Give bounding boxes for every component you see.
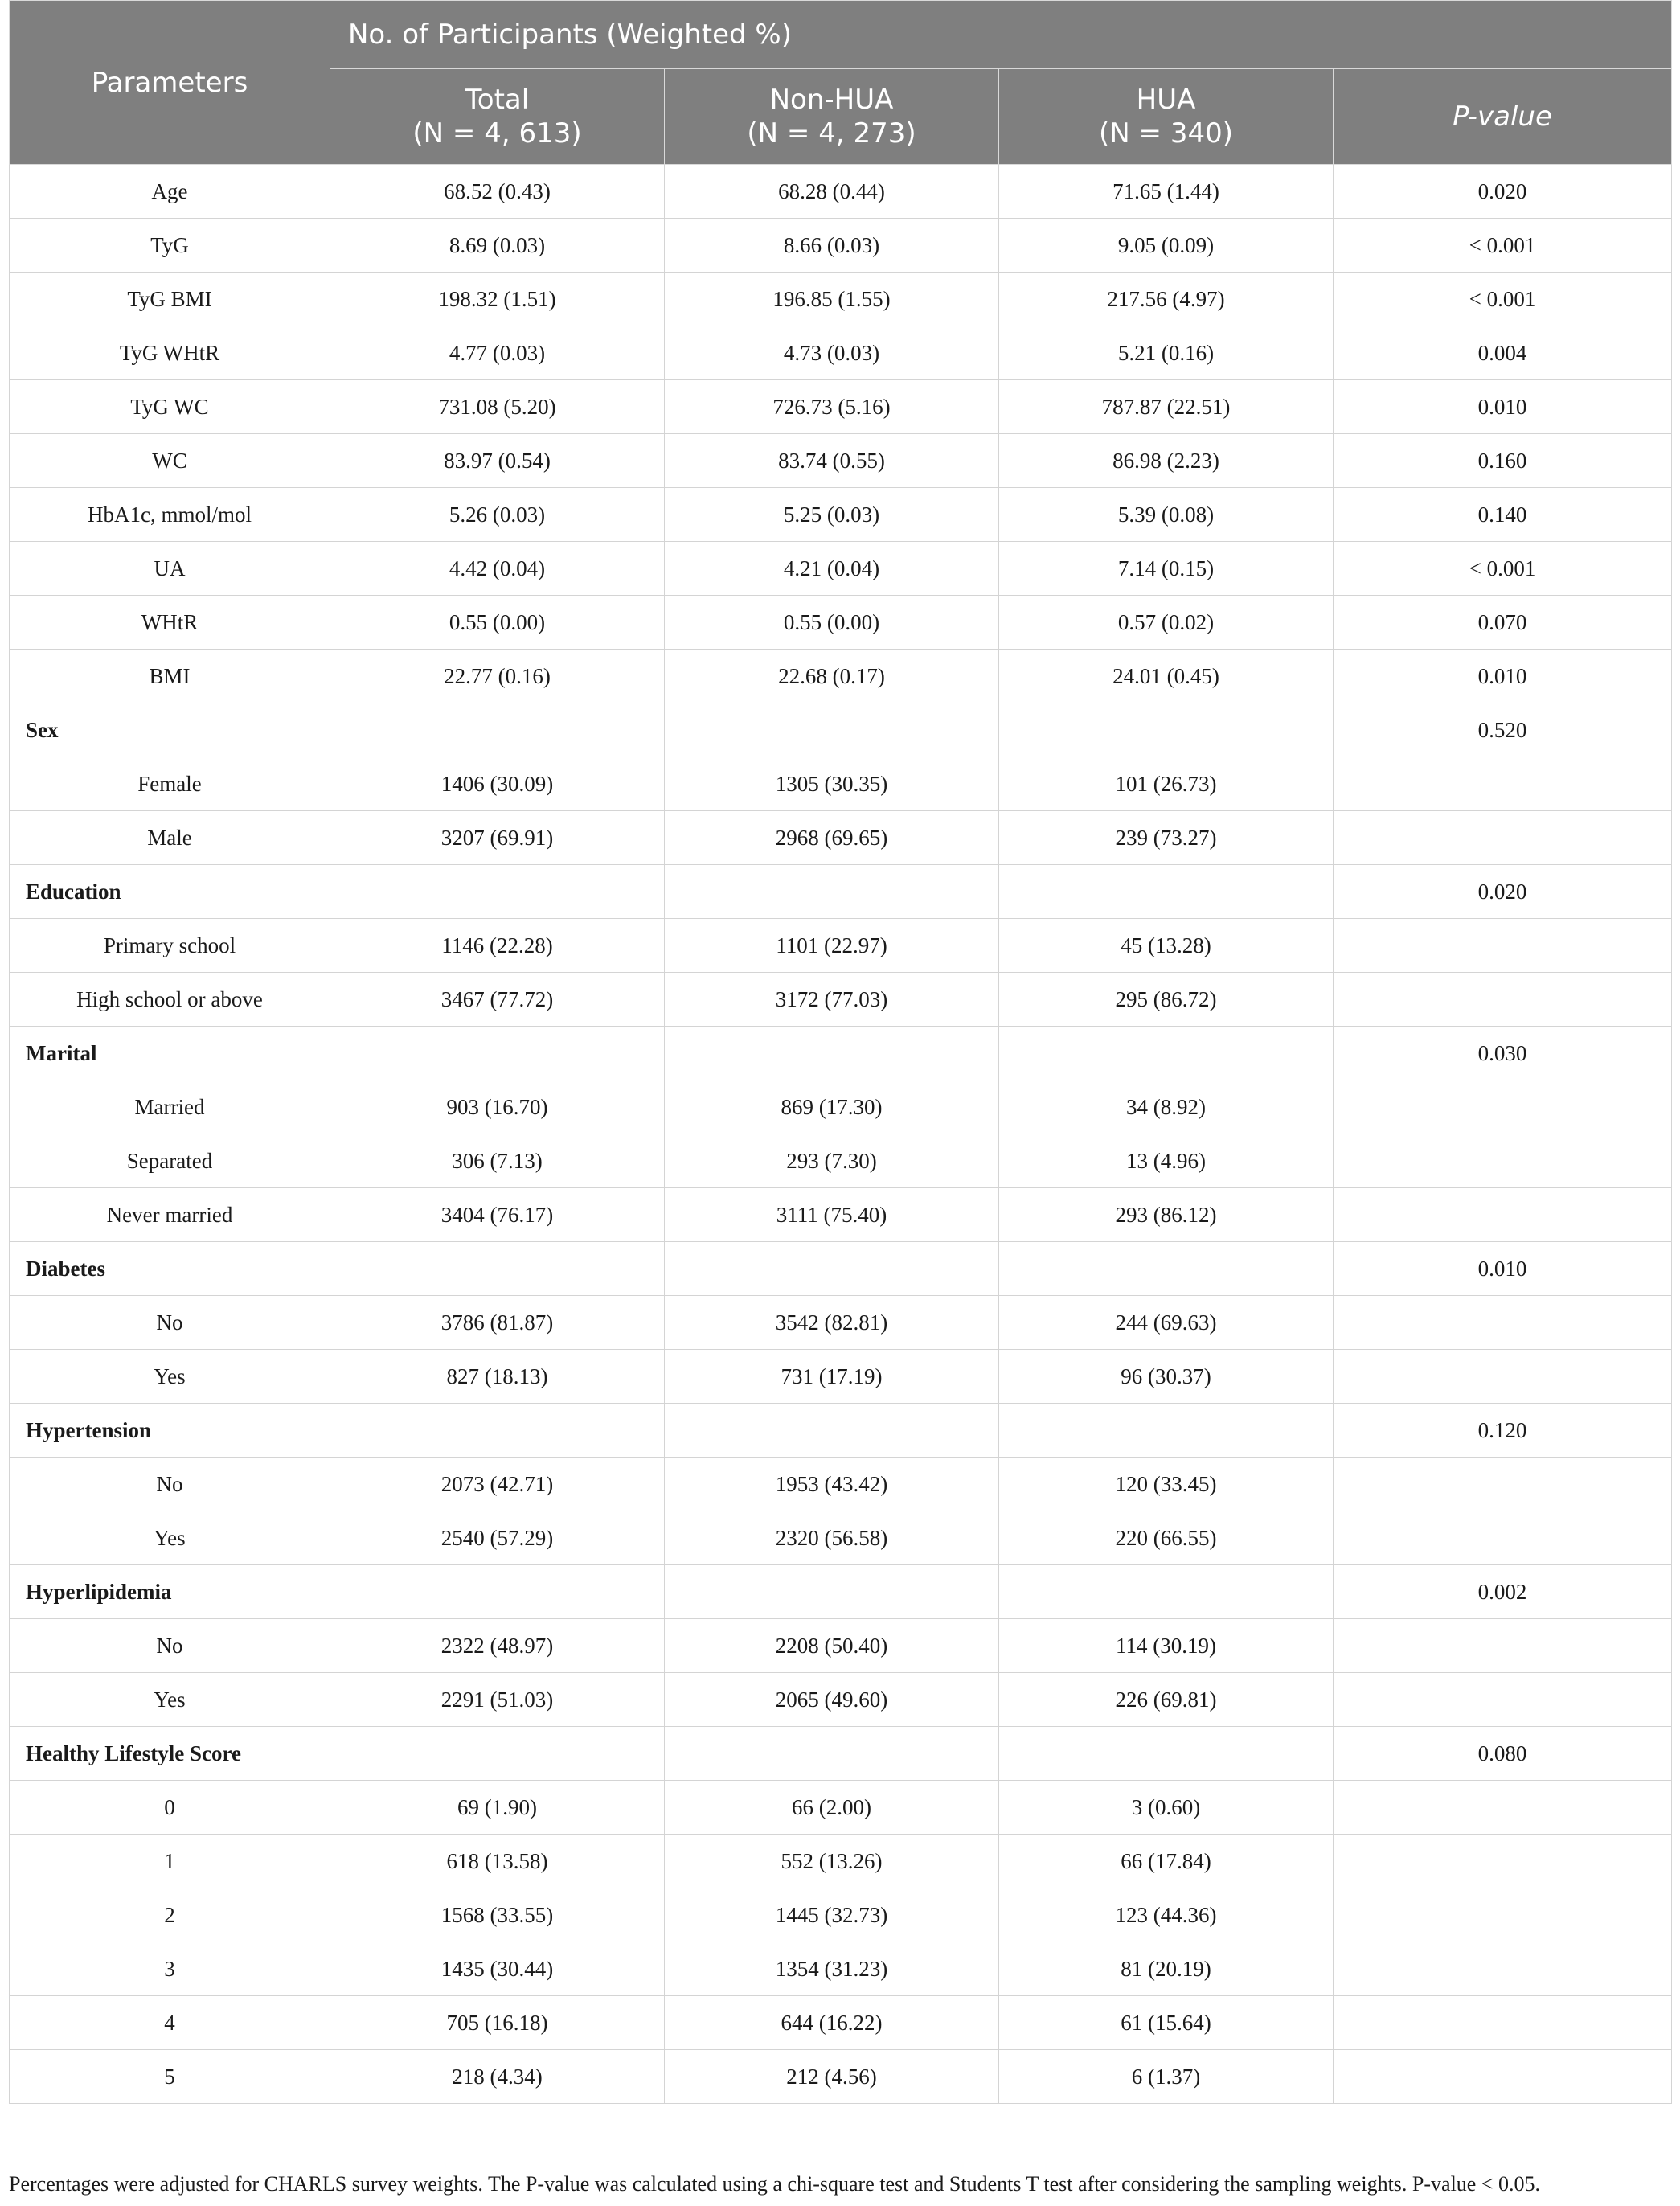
- cell-non-hua: [665, 703, 999, 757]
- table-row: [10, 1188, 1672, 1242]
- cell-total: 3404 (76.17): [330, 1188, 665, 1242]
- table-row: [10, 919, 1672, 973]
- cell-non-hua: 66 (2.00): [665, 1781, 999, 1835]
- cell-total: 2291 (51.03): [330, 1673, 665, 1727]
- cell-total: 68.52 (0.43): [330, 165, 665, 219]
- header-hua-name: HUA: [1136, 84, 1196, 116]
- row-label: BMI: [10, 650, 330, 703]
- cell-total: 2540 (57.29): [330, 1511, 665, 1565]
- table-row: [10, 1888, 1672, 1942]
- header-hua: [999, 69, 1334, 165]
- cell-non-hua: 1445 (32.73): [665, 1888, 999, 1942]
- header-p-value: P-value: [1334, 69, 1672, 165]
- cell-non-hua: 196.85 (1.55): [665, 273, 999, 326]
- cell-total: 903 (16.70): [330, 1080, 665, 1134]
- table-row: [10, 1134, 1672, 1188]
- cell-non-hua: 2320 (56.58): [665, 1511, 999, 1565]
- cell-total: 306 (7.13): [330, 1134, 665, 1188]
- table-row: [10, 488, 1672, 542]
- cell-total: [330, 1242, 665, 1296]
- header-non-hua: [665, 69, 999, 165]
- cell-hua: 96 (30.37): [999, 1350, 1334, 1404]
- cell-non-hua: 293 (7.30): [665, 1134, 999, 1188]
- cell-non-hua: 3542 (82.81): [665, 1296, 999, 1350]
- table-row: [10, 380, 1672, 434]
- cell-p-value: 0.030: [1334, 1027, 1672, 1080]
- header-total-name: Total: [465, 84, 530, 116]
- cell-p-value: [1334, 1996, 1672, 2050]
- cell-hua: [999, 1727, 1334, 1781]
- section-row: [10, 865, 1672, 919]
- cell-total: 2073 (42.71): [330, 1458, 665, 1511]
- row-label: UA: [10, 542, 330, 596]
- participants-table: [9, 0, 1672, 2104]
- table-row: [10, 273, 1672, 326]
- cell-hua: [999, 1404, 1334, 1458]
- cell-p-value: 0.010: [1334, 380, 1672, 434]
- cell-total: 198.32 (1.51): [330, 273, 665, 326]
- cell-hua: 61 (15.64): [999, 1996, 1334, 2050]
- cell-total: 705 (16.18): [330, 1996, 665, 2050]
- table-row: [10, 596, 1672, 650]
- cell-p-value: [1334, 2050, 1672, 2104]
- cell-p-value: [1334, 1673, 1672, 1727]
- section-row: [10, 1027, 1672, 1080]
- cell-p-value: [1334, 973, 1672, 1027]
- row-label: Separated: [10, 1134, 330, 1188]
- cell-total: 2322 (48.97): [330, 1619, 665, 1673]
- cell-hua: 45 (13.28): [999, 919, 1334, 973]
- table-row: [10, 1942, 1672, 1996]
- cell-non-hua: 3111 (75.40): [665, 1188, 999, 1242]
- cell-non-hua: 1953 (43.42): [665, 1458, 999, 1511]
- cell-hua: 295 (86.72): [999, 973, 1334, 1027]
- cell-non-hua: 2968 (69.65): [665, 811, 999, 865]
- table-row: [10, 1996, 1672, 2050]
- cell-p-value: 0.140: [1334, 488, 1672, 542]
- cell-non-hua: 4.21 (0.04): [665, 542, 999, 596]
- cell-p-value: [1334, 1080, 1672, 1134]
- cell-total: 22.77 (0.16): [330, 650, 665, 703]
- cell-p-value: 0.080: [1334, 1727, 1672, 1781]
- cell-non-hua: [665, 865, 999, 919]
- data-table-container: [9, 0, 1671, 2104]
- cell-p-value: < 0.001: [1334, 273, 1672, 326]
- cell-p-value: [1334, 1350, 1672, 1404]
- cell-hua: [999, 1242, 1334, 1296]
- row-label: Yes: [10, 1673, 330, 1727]
- cell-total: 3467 (77.72): [330, 973, 665, 1027]
- header-hua-n: (N = 340): [1099, 117, 1233, 150]
- cell-hua: 114 (30.19): [999, 1619, 1334, 1673]
- cell-hua: 239 (73.27): [999, 811, 1334, 865]
- cell-non-hua: 5.25 (0.03): [665, 488, 999, 542]
- table-row: [10, 165, 1672, 219]
- cell-p-value: 0.002: [1334, 1565, 1672, 1619]
- cell-p-value: [1334, 757, 1672, 811]
- header-group-title: No. of Participants (Weighted %): [330, 1, 1672, 69]
- row-label: 2: [10, 1888, 330, 1942]
- table-row: [10, 2050, 1672, 2104]
- cell-total: [330, 703, 665, 757]
- cell-hua: 787.87 (22.51): [999, 380, 1334, 434]
- cell-hua: 120 (33.45): [999, 1458, 1334, 1511]
- cell-non-hua: 1354 (31.23): [665, 1942, 999, 1996]
- cell-hua: 101 (26.73): [999, 757, 1334, 811]
- row-label: Yes: [10, 1350, 330, 1404]
- cell-p-value: 0.070: [1334, 596, 1672, 650]
- row-label: WHtR: [10, 596, 330, 650]
- row-label: Hyperlipidemia: [10, 1565, 330, 1619]
- cell-total: 827 (18.13): [330, 1350, 665, 1404]
- cell-p-value: < 0.001: [1334, 219, 1672, 273]
- cell-p-value: [1334, 1188, 1672, 1242]
- cell-non-hua: [665, 1565, 999, 1619]
- table-footnote: Percentages were adjusted for CHARLS survey weights. The P-value was calculated using a chi-square test and Students T test after considering the sampling weights. P-value < 0.05.: [9, 2172, 1540, 2196]
- cell-non-hua: 1305 (30.35): [665, 757, 999, 811]
- cell-non-hua: [665, 1404, 999, 1458]
- cell-non-hua: 8.66 (0.03): [665, 219, 999, 273]
- cell-non-hua: 1101 (22.97): [665, 919, 999, 973]
- cell-non-hua: 0.55 (0.00): [665, 596, 999, 650]
- cell-p-value: [1334, 1134, 1672, 1188]
- row-label: Never married: [10, 1188, 330, 1242]
- row-label: TyG WC: [10, 380, 330, 434]
- row-label: No: [10, 1619, 330, 1673]
- table-row: [10, 811, 1672, 865]
- row-label: TyG WHtR: [10, 326, 330, 380]
- cell-non-hua: 644 (16.22): [665, 1996, 999, 2050]
- cell-non-hua: 212 (4.56): [665, 2050, 999, 2104]
- row-label: TyG BMI: [10, 273, 330, 326]
- cell-hua: 7.14 (0.15): [999, 542, 1334, 596]
- row-label: 1: [10, 1835, 330, 1888]
- row-label: Marital: [10, 1027, 330, 1080]
- table-row: [10, 219, 1672, 273]
- cell-p-value: [1334, 1458, 1672, 1511]
- row-label: Married: [10, 1080, 330, 1134]
- cell-non-hua: 726.73 (5.16): [665, 380, 999, 434]
- row-label: Hypertension: [10, 1404, 330, 1458]
- cell-total: 1406 (30.09): [330, 757, 665, 811]
- cell-p-value: 0.120: [1334, 1404, 1672, 1458]
- section-row: [10, 1404, 1672, 1458]
- cell-p-value: [1334, 1781, 1672, 1835]
- cell-hua: 0.57 (0.02): [999, 596, 1334, 650]
- table-row: [10, 1296, 1672, 1350]
- cell-hua: [999, 703, 1334, 757]
- cell-hua: 13 (4.96): [999, 1134, 1334, 1188]
- cell-total: [330, 1027, 665, 1080]
- table-row: [10, 542, 1672, 596]
- cell-p-value: [1334, 1296, 1672, 1350]
- header-total: [330, 69, 665, 165]
- cell-hua: [999, 1027, 1334, 1080]
- cell-total: 4.42 (0.04): [330, 542, 665, 596]
- table-row: [10, 1080, 1672, 1134]
- cell-total: [330, 865, 665, 919]
- cell-hua: 5.21 (0.16): [999, 326, 1334, 380]
- cell-p-value: [1334, 1511, 1672, 1565]
- row-label: No: [10, 1458, 330, 1511]
- table-row: [10, 1835, 1672, 1888]
- row-label: Male: [10, 811, 330, 865]
- row-label: Healthy Lifestyle Score: [10, 1727, 330, 1781]
- cell-non-hua: 68.28 (0.44): [665, 165, 999, 219]
- cell-hua: 9.05 (0.09): [999, 219, 1334, 273]
- section-row: [10, 1242, 1672, 1296]
- cell-hua: 24.01 (0.45): [999, 650, 1334, 703]
- section-row: [10, 703, 1672, 757]
- cell-total: [330, 1565, 665, 1619]
- table-body: [10, 165, 1672, 2104]
- table-row: [10, 434, 1672, 488]
- row-label: Female: [10, 757, 330, 811]
- cell-non-hua: [665, 1242, 999, 1296]
- row-label: 4: [10, 1996, 330, 2050]
- cell-total: 3207 (69.91): [330, 811, 665, 865]
- table-row: [10, 973, 1672, 1027]
- cell-non-hua: 22.68 (0.17): [665, 650, 999, 703]
- section-row: [10, 1565, 1672, 1619]
- cell-p-value: 0.160: [1334, 434, 1672, 488]
- cell-total: [330, 1404, 665, 1458]
- cell-hua: 123 (44.36): [999, 1888, 1334, 1942]
- cell-total: 731.08 (5.20): [330, 380, 665, 434]
- cell-total: 69 (1.90): [330, 1781, 665, 1835]
- cell-hua: 6 (1.37): [999, 2050, 1334, 2104]
- cell-total: 1568 (33.55): [330, 1888, 665, 1942]
- cell-p-value: 0.020: [1334, 165, 1672, 219]
- cell-total: 618 (13.58): [330, 1835, 665, 1888]
- row-label: 0: [10, 1781, 330, 1835]
- table-row: [10, 1673, 1672, 1727]
- cell-p-value: 0.010: [1334, 1242, 1672, 1296]
- cell-total: [330, 1727, 665, 1781]
- cell-non-hua: 4.73 (0.03): [665, 326, 999, 380]
- cell-p-value: [1334, 1619, 1672, 1673]
- cell-non-hua: 2065 (49.60): [665, 1673, 999, 1727]
- cell-total: 5.26 (0.03): [330, 488, 665, 542]
- section-row: [10, 1727, 1672, 1781]
- table-row: [10, 1619, 1672, 1673]
- cell-hua: 3 (0.60): [999, 1781, 1334, 1835]
- header-non-hua-n: (N = 4, 273): [747, 117, 916, 150]
- cell-p-value: [1334, 1888, 1672, 1942]
- cell-total: 1146 (22.28): [330, 919, 665, 973]
- row-label: No: [10, 1296, 330, 1350]
- row-label: Yes: [10, 1511, 330, 1565]
- cell-non-hua: [665, 1727, 999, 1781]
- row-label: Age: [10, 165, 330, 219]
- cell-p-value: 0.520: [1334, 703, 1672, 757]
- cell-total: 3786 (81.87): [330, 1296, 665, 1350]
- cell-total: 0.55 (0.00): [330, 596, 665, 650]
- row-label: Sex: [10, 703, 330, 757]
- cell-p-value: 0.020: [1334, 865, 1672, 919]
- cell-non-hua: 83.74 (0.55): [665, 434, 999, 488]
- cell-hua: 66 (17.84): [999, 1835, 1334, 1888]
- row-label: 5: [10, 2050, 330, 2104]
- row-label: Education: [10, 865, 330, 919]
- table-row: [10, 1781, 1672, 1835]
- table-row: [10, 1511, 1672, 1565]
- cell-p-value: [1334, 919, 1672, 973]
- header-non-hua-name: Non-HUA: [769, 84, 894, 116]
- table-row: [10, 757, 1672, 811]
- cell-hua: 5.39 (0.08): [999, 488, 1334, 542]
- cell-hua: 244 (69.63): [999, 1296, 1334, 1350]
- cell-non-hua: 869 (17.30): [665, 1080, 999, 1134]
- cell-non-hua: 731 (17.19): [665, 1350, 999, 1404]
- cell-hua: 217.56 (4.97): [999, 273, 1334, 326]
- cell-hua: [999, 1565, 1334, 1619]
- table-header: [10, 1, 1672, 165]
- cell-total: 218 (4.34): [330, 2050, 665, 2104]
- cell-non-hua: [665, 1027, 999, 1080]
- row-label: 3: [10, 1942, 330, 1996]
- cell-p-value: 0.004: [1334, 326, 1672, 380]
- table-row: [10, 650, 1672, 703]
- cell-total: 8.69 (0.03): [330, 219, 665, 273]
- table-row: [10, 1458, 1672, 1511]
- cell-total: 1435 (30.44): [330, 1942, 665, 1996]
- cell-p-value: [1334, 1942, 1672, 1996]
- cell-hua: 86.98 (2.23): [999, 434, 1334, 488]
- cell-hua: 220 (66.55): [999, 1511, 1334, 1565]
- cell-p-value: < 0.001: [1334, 542, 1672, 596]
- cell-hua: 71.65 (1.44): [999, 165, 1334, 219]
- cell-total: 83.97 (0.54): [330, 434, 665, 488]
- cell-non-hua: 3172 (77.03): [665, 973, 999, 1027]
- cell-total: 4.77 (0.03): [330, 326, 665, 380]
- cell-non-hua: 552 (13.26): [665, 1835, 999, 1888]
- table-row: [10, 1350, 1672, 1404]
- cell-p-value: [1334, 1835, 1672, 1888]
- header-parameters: Parameters: [10, 1, 330, 165]
- cell-hua: 81 (20.19): [999, 1942, 1334, 1996]
- cell-non-hua: 2208 (50.40): [665, 1619, 999, 1673]
- row-label: Primary school: [10, 919, 330, 973]
- cell-hua: 226 (69.81): [999, 1673, 1334, 1727]
- header-total-n: (N = 4, 613): [412, 117, 582, 150]
- cell-p-value: 0.010: [1334, 650, 1672, 703]
- row-label: Diabetes: [10, 1242, 330, 1296]
- row-label: WC: [10, 434, 330, 488]
- cell-hua: [999, 865, 1334, 919]
- cell-p-value: [1334, 811, 1672, 865]
- row-label: TyG: [10, 219, 330, 273]
- row-label: High school or above: [10, 973, 330, 1027]
- cell-hua: 34 (8.92): [999, 1080, 1334, 1134]
- table-row: [10, 326, 1672, 380]
- cell-hua: 293 (86.12): [999, 1188, 1334, 1242]
- row-label: HbA1c, mmol/mol: [10, 488, 330, 542]
